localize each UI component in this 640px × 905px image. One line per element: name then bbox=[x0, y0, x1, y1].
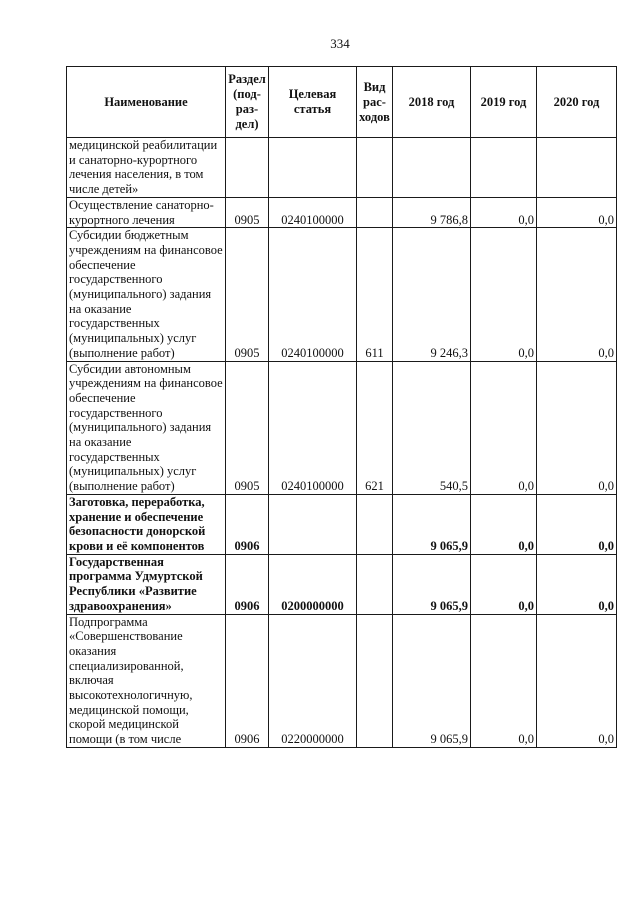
table-header-row bbox=[67, 67, 617, 138]
table-row bbox=[67, 197, 617, 227]
row-2020: 0,0 bbox=[537, 614, 617, 747]
page-number: 334 bbox=[330, 36, 350, 51]
row-2018: 9 786,8 bbox=[393, 197, 471, 227]
row-kind bbox=[357, 494, 393, 554]
row-kind bbox=[357, 614, 393, 747]
table-row bbox=[67, 138, 617, 198]
header-2018: 2018 год bbox=[393, 67, 471, 138]
header-target: Целевая статья bbox=[269, 67, 357, 138]
row-name: Заготовка, переработка, хранение и обеспечение безопасности донорской крови и её компонентов bbox=[67, 494, 226, 554]
row-name: медицинской реабилитации и санаторно-курортного лечения населения, в том числе детей» bbox=[67, 138, 226, 198]
row-kind: 611 bbox=[357, 228, 393, 361]
row-2018 bbox=[393, 138, 471, 198]
row-kind bbox=[357, 197, 393, 227]
table-row bbox=[67, 228, 617, 361]
row-2019: 0,0 bbox=[471, 614, 537, 747]
row-2019: 0,0 bbox=[471, 197, 537, 227]
row-name: Государственная программа Удмуртской Республики «Развитие здравоохранения» bbox=[67, 554, 226, 614]
row-section bbox=[226, 138, 269, 198]
row-kind bbox=[357, 554, 393, 614]
row-name: Осуществление санаторно-курортного лечения bbox=[67, 197, 226, 227]
row-2020 bbox=[537, 138, 617, 198]
row-2020: 0,0 bbox=[537, 554, 617, 614]
row-target bbox=[269, 138, 357, 198]
row-section: 0905 bbox=[226, 228, 269, 361]
row-2020: 0,0 bbox=[537, 228, 617, 361]
row-2019: 0,0 bbox=[471, 494, 537, 554]
row-2018: 9 065,9 bbox=[393, 614, 471, 747]
row-target bbox=[269, 494, 357, 554]
table-row bbox=[67, 494, 617, 554]
table-row bbox=[67, 614, 617, 747]
row-2020: 0,0 bbox=[537, 361, 617, 494]
row-2020: 0,0 bbox=[537, 494, 617, 554]
row-name: Субсидии бюджетным учреждениям на финансовое обеспечение государственного (муниципального) задания на оказание государственных (муниципальных) услуг (выполнение работ) bbox=[67, 228, 226, 361]
row-section: 0906 bbox=[226, 614, 269, 747]
row-name: Субсидии автономным учреждениям на финансовое обеспечение государственного (муниципального) задания на оказание государственных (муниципальных) услуг (выполнение работ) bbox=[67, 361, 226, 494]
row-kind: 621 bbox=[357, 361, 393, 494]
row-2018: 9 065,9 bbox=[393, 554, 471, 614]
header-section: Раздел (под-раз-дел) bbox=[226, 67, 269, 138]
header-2019: 2019 год bbox=[471, 67, 537, 138]
row-target: 0240100000 bbox=[269, 228, 357, 361]
row-2019: 0,0 bbox=[471, 361, 537, 494]
row-section: 0905 bbox=[226, 197, 269, 227]
table-row bbox=[67, 554, 617, 614]
row-target: 0240100000 bbox=[269, 197, 357, 227]
budget-table bbox=[66, 66, 617, 748]
header-name: Наименование bbox=[67, 67, 226, 138]
row-2018: 9 065,9 bbox=[393, 494, 471, 554]
row-2019: 0,0 bbox=[471, 554, 537, 614]
row-section: 0905 bbox=[226, 361, 269, 494]
row-target: 0200000000 bbox=[269, 554, 357, 614]
row-section: 0906 bbox=[226, 554, 269, 614]
row-2019: 0,0 bbox=[471, 228, 537, 361]
row-2018: 9 246,3 bbox=[393, 228, 471, 361]
row-target: 0220000000 bbox=[269, 614, 357, 747]
row-target: 0240100000 bbox=[269, 361, 357, 494]
header-2020: 2020 год bbox=[537, 67, 617, 138]
header-kind: Вид рас-ходов bbox=[357, 67, 393, 138]
table-row bbox=[67, 361, 617, 494]
row-name: Подпрограмма «Совершенствование оказания специализированной, включая высокотехнологичную, медицинской помощи, скорой медицинской помощи (в том числе bbox=[67, 614, 226, 747]
row-2020: 0,0 bbox=[537, 197, 617, 227]
row-section: 0906 bbox=[226, 494, 269, 554]
row-kind bbox=[357, 138, 393, 198]
row-2019 bbox=[471, 138, 537, 198]
row-2018: 540,5 bbox=[393, 361, 471, 494]
